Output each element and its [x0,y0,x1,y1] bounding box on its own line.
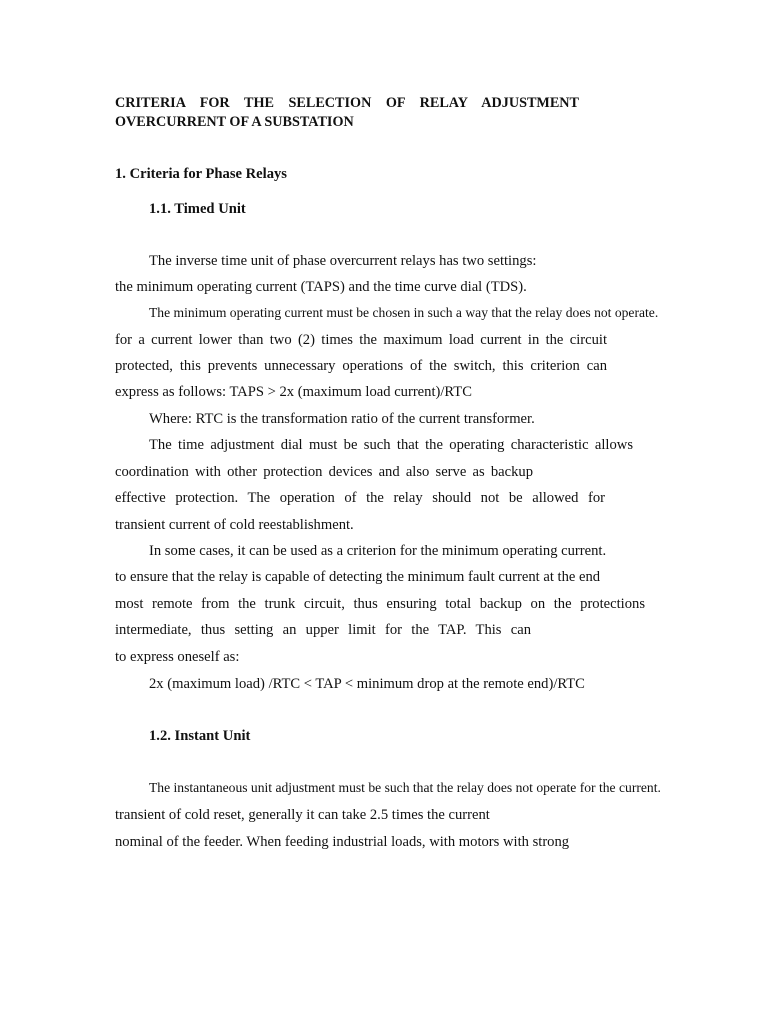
paragraph-line: the minimum operating current (TAPS) and the time curve dial (TDS). [115,279,527,295]
paragraph-line: effective protection. The operation of the relay should not be allowed for [115,490,605,506]
paragraph-line: Where: RTC is the transformation ratio of the current transformer. [149,411,535,427]
paragraph-line: for a current lower than two (2) times the maximum load current in the circuit [115,332,607,348]
paragraph-line: coordination with other protection devices and also serve as backup [115,464,533,480]
paragraph-line: intermediate, thus setting an upper limit for the TAP. This can [115,622,531,638]
paragraph-line: to ensure that the relay is capable of detecting the minimum fault current at the end [115,569,601,585]
paragraph-line: The minimum operating current must be chosen in such a way that the relay does not operate. [149,305,659,320]
paragraph-line: In some cases, it can be used as a criterion for the minimum operating current. [149,543,607,559]
section-heading-phase-relays: 1. Criteria for Phase Relays [115,166,287,182]
paragraph-line: transient of cold reset, generally it can take 2.5 times the current [115,807,490,823]
document-title-line-2: OVERCURRENT OF A SUBSTATION [115,114,354,130]
subsection-heading-instant-unit: 1.2. Instant Unit [149,728,251,744]
paragraph-line: nominal of the feeder. When feeding industrial loads, with motors with strong [115,834,570,850]
paragraph-line: express as follows: TAPS > 2x (maximum load current)/RTC [115,384,472,400]
paragraph-line: The inverse time unit of phase overcurrent relays has two settings: [149,253,537,269]
paragraph-line: The instantaneous unit adjustment must be such that the relay does not operate for the current. [149,780,661,795]
paragraph-line: to express oneself as: [115,649,240,665]
paragraph-line: transient current of cold reestablishment. [115,517,354,533]
paragraph-line: most remote from the trunk circuit, thus ensuring total backup on the protections [115,596,645,612]
paragraph-line: protected, this prevents unnecessary operations of the switch, this criterion can [115,358,607,374]
subsection-heading-timed-unit: 1.1. Timed Unit [149,201,246,217]
paragraph-line: The time adjustment dial must be such that the operating characteristic allows [149,437,633,453]
formula-line: 2x (maximum load) /RTC < TAP < minimum drop at the remote end)/RTC [149,676,585,692]
document-title-line-1: CRITERIA FOR THE SELECTION OF RELAY ADJUSTMENT [115,95,579,111]
